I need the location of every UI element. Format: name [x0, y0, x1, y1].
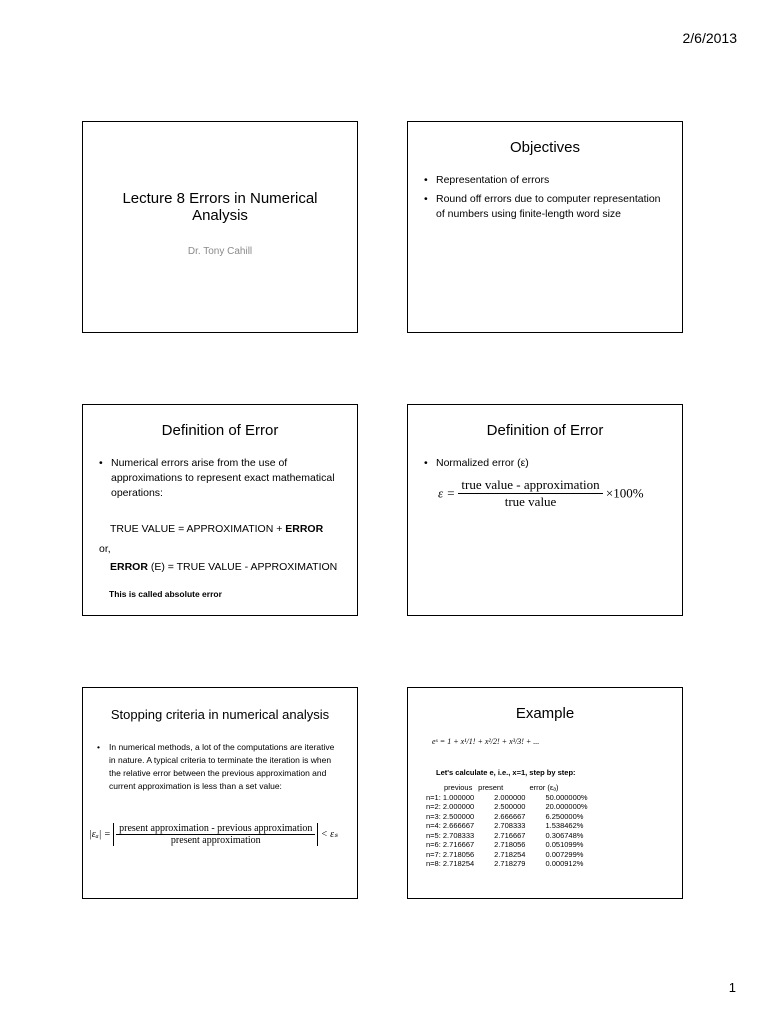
slide-1-title: Lecture 8 Errors in Numerical Analysis — [122, 190, 318, 224]
col-present: present — [478, 783, 504, 792]
list-item: • Numerical errors arise from the use of approximations to represent exact mathematical operations: — [99, 456, 337, 501]
table-row: n=1: 1.000000 2.000000 50.000000% — [426, 792, 588, 802]
taylor-series-formula: eˣ = 1 + x¹/1! + x²/2! + x³/3! + ... — [432, 737, 540, 746]
table-row: n=6: 2.716667 2.718056 0.051099% — [426, 840, 584, 849]
table-row: n=3: 2.500000 2.666667 6.250000% — [426, 811, 584, 821]
slide-example — [407, 687, 683, 899]
stopping-criteria-formula: |εₐ| = $\frac{\text{present approximation - previous approximation}}{\text{present approximation}}$ < εₛ — [89, 823, 338, 846]
objectives-list — [424, 173, 670, 226]
equation-error: ERROR (E) = TRUE VALUE - APPROXIMATION — [110, 561, 338, 573]
example-intro: Let's calculate e, i.e., x=1, step by step: — [436, 768, 576, 777]
page-date: 2/6/2013 — [682, 30, 737, 46]
slide-1-author: Dr. Tony Cahill — [187, 246, 253, 257]
normalized-error-text — [424, 456, 670, 475]
equation-true-value: TRUE VALUE = APPROXIMATION + ERROR — [110, 523, 324, 535]
slide-stopping-criteria — [82, 687, 358, 899]
list-item: • Normalized error (ε) — [424, 456, 670, 471]
slide-definition-of-error-normalized — [407, 404, 683, 616]
normalized-error-formula: ε = $\frac{\text{true value - approximation}}{\text{true value}}$ ×100% — [438, 477, 644, 509]
slide-objectives — [407, 121, 683, 333]
slide-6-title: Example — [515, 705, 575, 722]
col-error: error (εₐ) — [529, 783, 559, 792]
slide-5-title: Stopping criteria in numerical analysis — [110, 707, 330, 722]
table-row: n=5: 2.708333 2.716667 0.306748% — [426, 830, 584, 840]
table-row: n=2: 2.000000 2.500000 20.000000% — [426, 802, 588, 811]
slide-3-title: Definition of Error — [161, 422, 279, 439]
list-item: • Representation of errors — [424, 173, 670, 188]
slide-title — [82, 121, 358, 333]
col-previous: previous — [444, 783, 473, 792]
slide-2-title: Objectives — [509, 139, 581, 156]
table-row: n=7: 2.718056 2.718254 0.007299% — [426, 849, 584, 859]
list-item: • In numerical methods, a lot of the computations are iterative in nature. A typical criteria to terminate the iteration is when the relative error between the previous approximation and current approximation is less than a set value: — [97, 741, 343, 793]
iteration-table — [424, 783, 590, 869]
stopping-criteria-text — [97, 741, 343, 797]
or-text: or, — [99, 543, 111, 555]
page-number: 1 — [728, 980, 736, 995]
slide-definition-of-error-absolute — [82, 404, 358, 616]
definition-text — [99, 456, 337, 505]
absolute-error-note: This is called absolute error — [109, 589, 222, 599]
table-row: n=4: 2.666667 2.708333 1.538462% — [426, 821, 584, 830]
table-row: n=8: 2.718254 2.718279 0.000912% — [426, 859, 584, 868]
list-item: • Round off errors due to computer representation of numbers using finite-length word size — [424, 192, 670, 222]
slide-4-title: Definition of Error — [486, 422, 604, 439]
table-header-row — [424, 783, 590, 793]
